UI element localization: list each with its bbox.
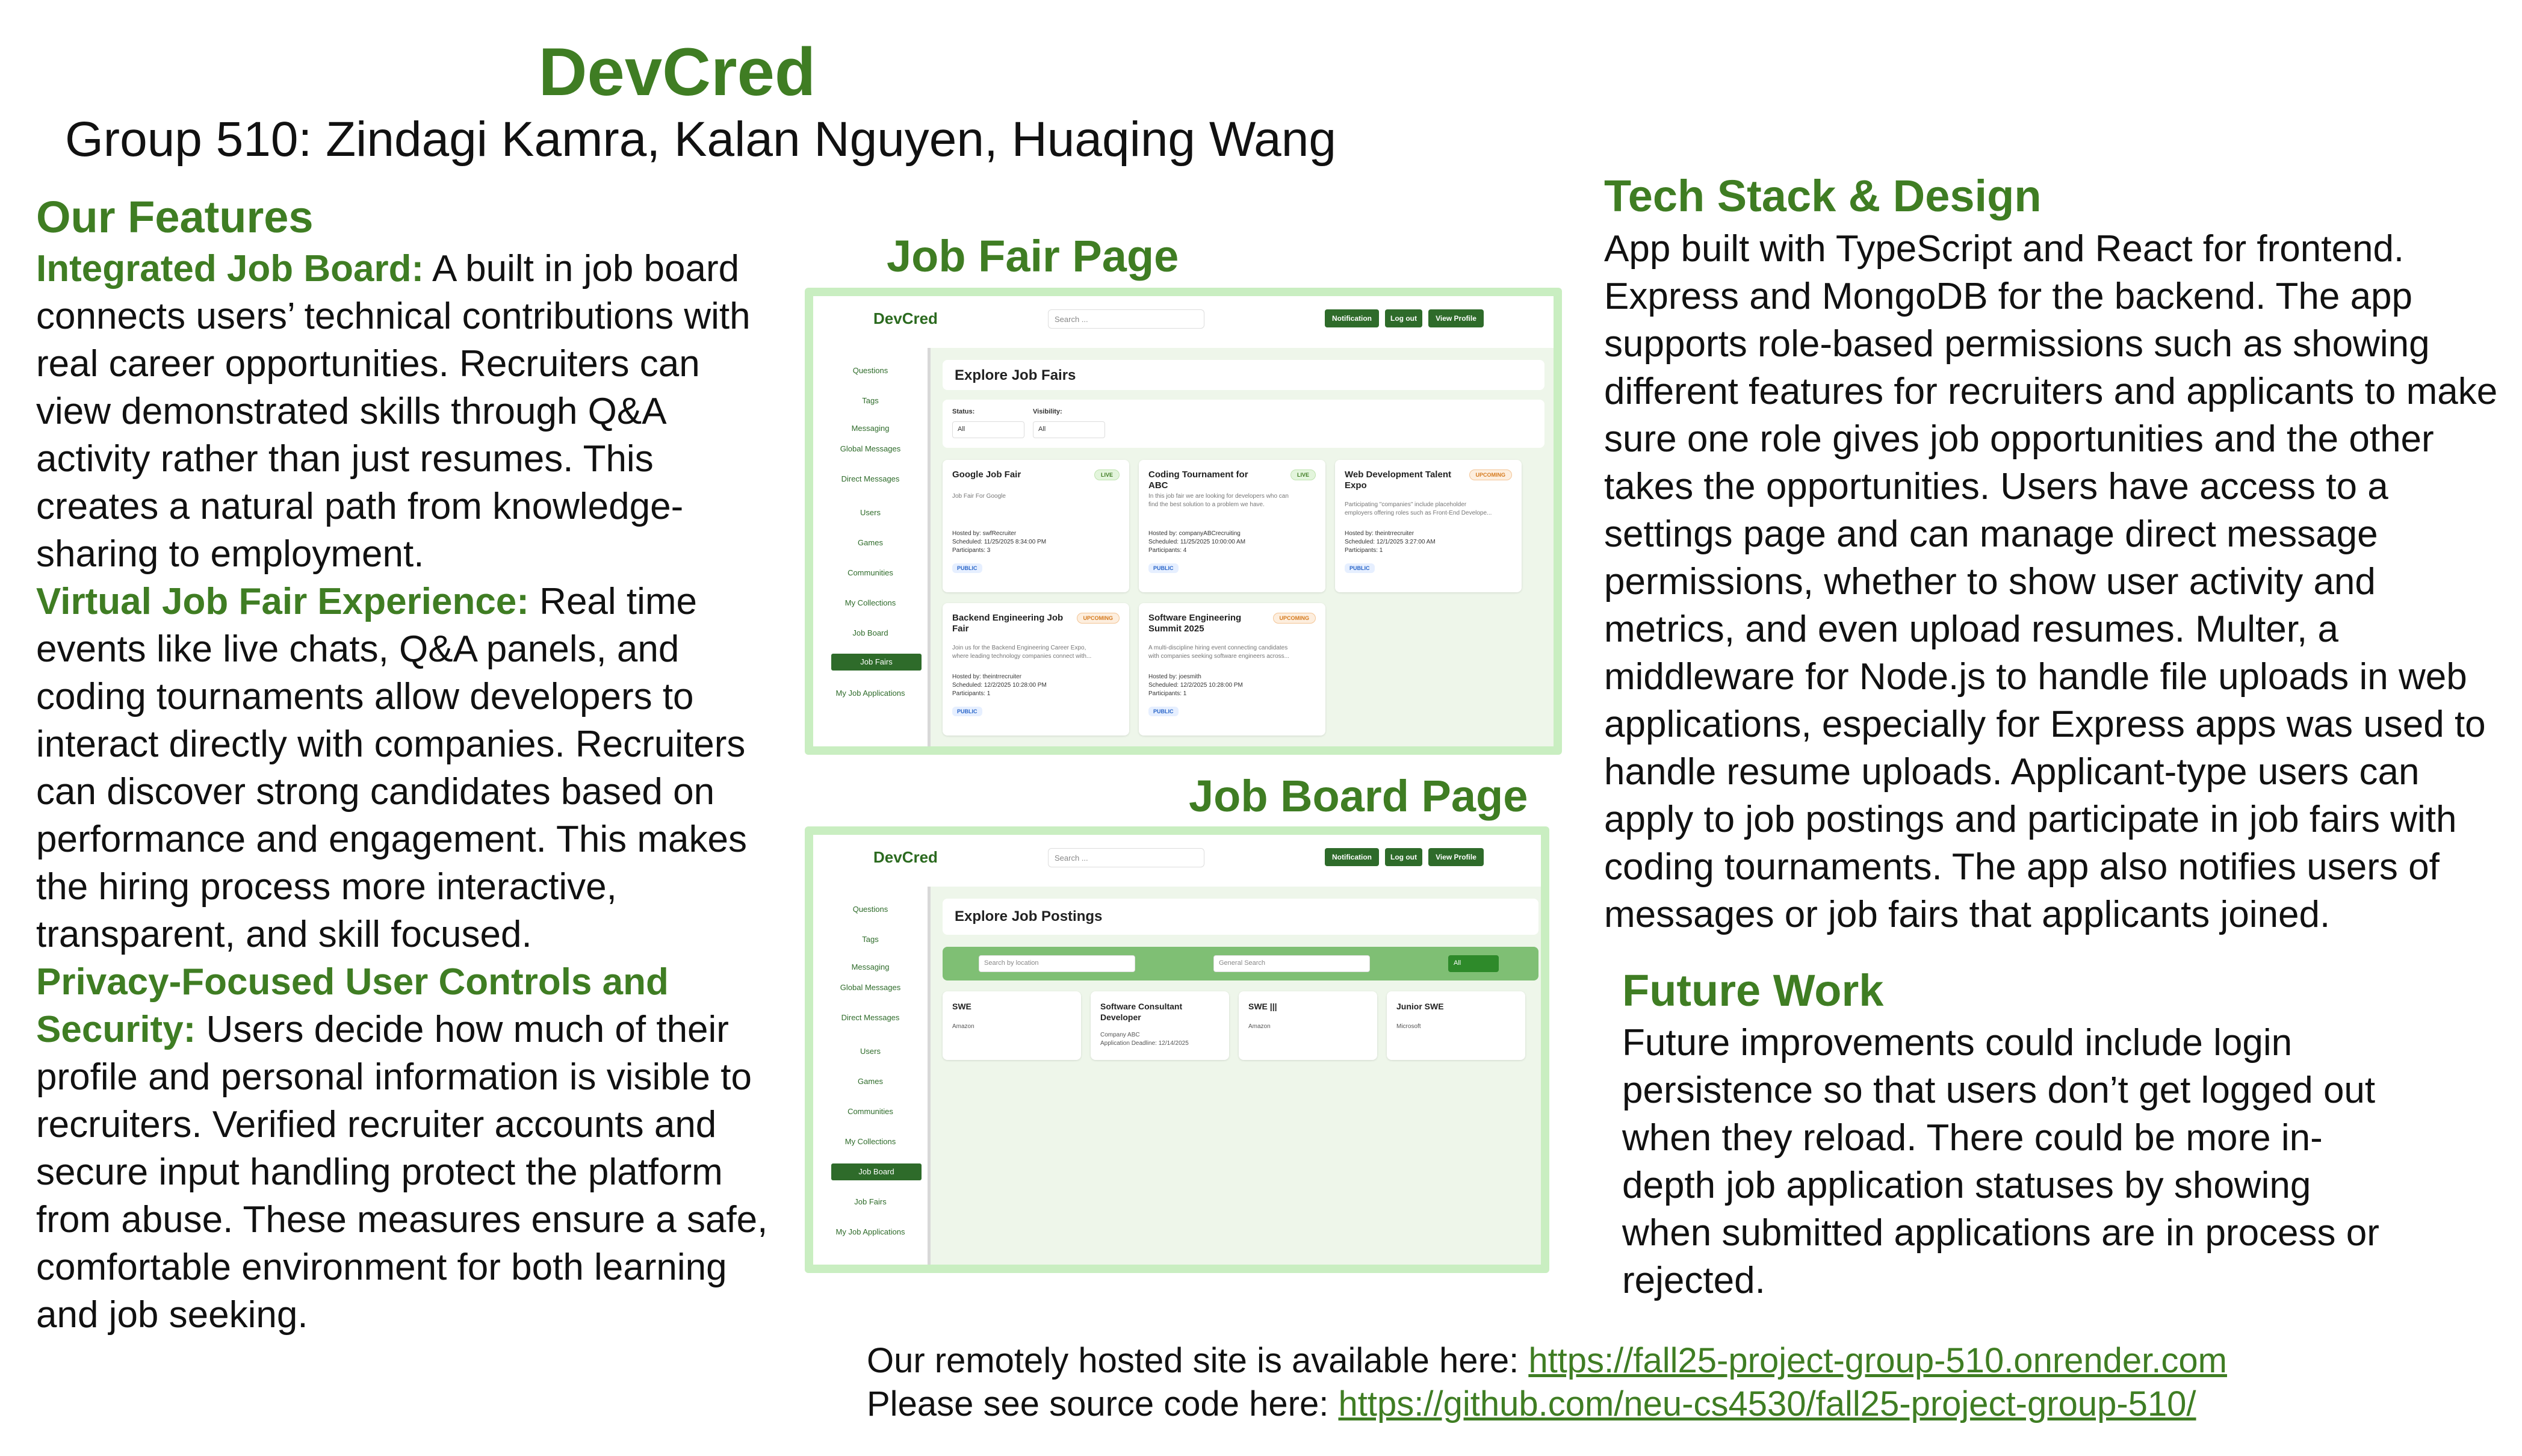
- jobfair-card-host: Hosted by: theintrrecruiter: [1345, 530, 1414, 537]
- tech-heading: Tech Stack & Design: [1604, 171, 2042, 221]
- feature-2-title: Virtual Job Fair Experience:: [36, 581, 529, 622]
- jobfair-card-participants: Participants: 1: [1345, 547, 1383, 554]
- jobfair-filters: [943, 400, 1544, 448]
- app-header: [813, 835, 1541, 887]
- source-link[interactable]: https://github.com/neu-cs4530/fall25-project-group-510/: [1338, 1384, 2196, 1423]
- jobboard-heading: Explore Job Postings: [955, 908, 1103, 925]
- jobfair-card-scheduled: Scheduled: 12/2/2025 10:28:00 PM: [1148, 682, 1243, 689]
- feature-1-body: A built in job board connects users’ technical contributions with real career opportunities. Recruiters can view demonstrated skills through Q&A activity rather than just resumes. This creates a natural path from knowledge-sharing to employment.: [36, 248, 751, 575]
- upcoming-badge: UPCOMING: [1469, 469, 1513, 480]
- sidebar-item-my-collections[interactable]: My Collections: [844, 1137, 896, 1146]
- jobfair-card-host: Hosted by: companyABCrecruiting: [1148, 530, 1241, 537]
- jobfair-card[interactable]: [1335, 460, 1522, 592]
- jobfair-card-desc: Job Fair For Google: [952, 493, 1006, 500]
- site-link-line: [867, 1340, 2227, 1381]
- sidebar-item-direct-messages[interactable]: Direct Messages: [841, 474, 900, 483]
- jobfair-card-participants: Participants: 1: [1148, 690, 1187, 697]
- sidebar-item-my-collections[interactable]: My Collections: [844, 598, 896, 607]
- sidebar-item-job-board[interactable]: Job Board: [831, 1163, 922, 1180]
- visibility-badge: PUBLIC: [952, 563, 982, 573]
- jobfair-card-title: Web Development Talent Expo: [1345, 469, 1451, 491]
- jobfair-card-host: Hosted by: swfRecruiter: [952, 530, 1017, 537]
- job-posting-deadline: Application Deadline: 12/14/2025: [1100, 1040, 1189, 1047]
- logout-button[interactable]: Log out: [1385, 309, 1422, 327]
- job-posting-card[interactable]: [1387, 991, 1525, 1060]
- location-search-input[interactable]: Search by location: [979, 955, 1135, 972]
- view-profile-button[interactable]: View Profile: [1428, 309, 1484, 327]
- sidebar-item-my-job-applications[interactable]: My Job Applications: [835, 689, 905, 698]
- job-posting-title: Junior SWE: [1396, 1002, 1444, 1011]
- sidebar-item-global-messages[interactable]: Global Messages: [840, 983, 901, 992]
- job-filter-select[interactable]: All: [1448, 955, 1499, 972]
- jobfair-card-desc: Participating "companies" include placeholder employers offering roles such as Front-End Develope...: [1345, 501, 1492, 516]
- jobfair-heading: Explore Job Fairs: [955, 367, 1076, 383]
- live-badge: LIVE: [1094, 469, 1120, 480]
- job-posting-company: Amazon: [952, 1023, 974, 1030]
- jobfair-card-participants: Participants: 3: [952, 547, 991, 554]
- jobfair-screenshot: [813, 296, 1554, 746]
- jobboard-screenshot: [813, 835, 1541, 1265]
- jobfair-card-host: Hosted by: theintrrecruiter: [952, 674, 1022, 680]
- job-posting-company: Microsoft: [1396, 1023, 1421, 1030]
- upcoming-badge: UPCOMING: [1273, 613, 1316, 624]
- feature-3-title: Privacy-Focused User Controls and Security:: [36, 961, 669, 1050]
- status-filter-label: Status:: [952, 408, 975, 415]
- jobfair-card-title: Coding Tournament for ABC: [1148, 469, 1248, 491]
- visibility-badge: PUBLIC: [1148, 563, 1179, 573]
- sidebar-item-job-fairs[interactable]: Job Fairs: [854, 1197, 887, 1206]
- jobboard-page-label: Job Board Page: [1189, 771, 1528, 821]
- future-heading: Future Work: [1622, 965, 1884, 1015]
- jobfair-heading-panel: [943, 360, 1544, 390]
- app-brand: DevCred: [873, 848, 938, 866]
- sidebar-item-direct-messages[interactable]: Direct Messages: [841, 1013, 900, 1022]
- jobfair-card[interactable]: [943, 460, 1129, 592]
- jobfair-card-title: Backend Engineering Job Fair: [952, 613, 1064, 634]
- visibility-badge: PUBLIC: [952, 707, 982, 716]
- future-body: Future improvements could include login persistence so that users don’t get logged out when they reload. There could be more in-depth job application statuses by showing when submitted applications are in process or rejected.: [1622, 1022, 2379, 1301]
- general-search-input[interactable]: General Search: [1213, 955, 1370, 972]
- jobfair-card-participants: Participants: 4: [1148, 547, 1187, 554]
- logout-button[interactable]: Log out: [1385, 848, 1422, 866]
- job-posting-card[interactable]: [943, 991, 1081, 1060]
- jobboard-heading-panel: [943, 899, 1538, 935]
- job-posting-title: SWE: [952, 1002, 971, 1011]
- sidebar-item-questions[interactable]: Questions: [852, 905, 888, 914]
- sidebar-item-games[interactable]: Games: [858, 1077, 883, 1086]
- jobboard-screenshot-frame: [805, 826, 1549, 1273]
- sidebar-item-tags[interactable]: Tags: [862, 935, 879, 944]
- sidebar-item-my-job-applications[interactable]: My Job Applications: [835, 1227, 905, 1236]
- sidebar-item-users[interactable]: Users: [860, 508, 881, 517]
- jobfair-card-scheduled: Scheduled: 12/2/2025 10:28:00 PM: [952, 682, 1047, 689]
- jobfair-card[interactable]: [943, 603, 1129, 736]
- visibility-badge: PUBLIC: [1345, 563, 1375, 573]
- job-posting-card[interactable]: [1239, 991, 1377, 1060]
- features-text: [36, 245, 782, 1339]
- sidebar-item-communities[interactable]: Communities: [847, 1107, 893, 1116]
- jobfair-card-desc: Join us for the Backend Engineering Career Expo, where leading technology companies connect with...: [952, 645, 1092, 660]
- search-input[interactable]: Search ...: [1048, 309, 1204, 329]
- live-badge: LIVE: [1290, 469, 1316, 480]
- site-link[interactable]: https://fall25-project-group-510.onrender.com: [1528, 1341, 2227, 1380]
- feature-2-body: Real time events like live chats, Q&A panels, and coding tournaments allow developers to interact directly with companies. Recruiters can discover strong candidates based on performance and engagement. This makes the hiring process more interactive, transparent, and skill focused.: [36, 581, 747, 955]
- source-link-line: [867, 1384, 2196, 1424]
- sidebar: [813, 348, 931, 746]
- visibility-filter-label: Visibility:: [1033, 408, 1062, 415]
- jobboard-content: [931, 887, 1541, 1265]
- status-filter-select[interactable]: All: [952, 421, 1024, 438]
- sidebar-item-global-messages[interactable]: Global Messages: [840, 444, 901, 453]
- feature-1-title: Integrated Job Board:: [36, 248, 424, 290]
- site-link-prefix: Our remotely hosted site is available here:: [867, 1341, 1529, 1380]
- app-header: [813, 296, 1554, 349]
- job-posting-title: Software Consultant Developer: [1100, 1002, 1183, 1022]
- sidebar-item-messaging[interactable]: Messaging: [851, 424, 890, 433]
- job-posting-card[interactable]: [1091, 991, 1229, 1060]
- jobfair-card[interactable]: [1139, 460, 1325, 592]
- features-heading: Our Features: [36, 192, 314, 242]
- app-brand: DevCred: [873, 309, 938, 327]
- jobfair-card-title: Google Job Fair: [952, 469, 1021, 480]
- jobfair-page-label: Job Fair Page: [887, 231, 1179, 281]
- feature-3-body: Users decide how much of their profile and personal information is visible to recruiters. Verified recruiter accounts and secure input handling protect the platform from abuse. These measures ensure a safe, comfortable environment for both learning and job seeking.: [36, 1009, 768, 1336]
- jobfair-card[interactable]: [1139, 603, 1325, 736]
- job-posting-title: SWE |||: [1248, 1002, 1277, 1011]
- jobfair-card-participants: Participants: 1: [952, 690, 991, 697]
- poster-title: DevCred: [538, 34, 816, 110]
- search-input[interactable]: Search ...: [1048, 848, 1204, 867]
- jobfair-card-scheduled: Scheduled: 11/25/2025 8:34:00 PM: [952, 539, 1047, 545]
- view-profile-button[interactable]: View Profile: [1428, 848, 1484, 866]
- sidebar-item-games[interactable]: Games: [858, 538, 883, 547]
- sidebar-item-questions[interactable]: Questions: [852, 366, 888, 375]
- sidebar: [813, 887, 931, 1265]
- jobfair-card-host: Hosted by: joesmith: [1148, 674, 1201, 680]
- jobboard-search-bar: [943, 947, 1538, 980]
- sidebar-item-messaging[interactable]: Messaging: [851, 962, 890, 971]
- upcoming-badge: UPCOMING: [1077, 613, 1120, 624]
- job-posting-company: Amazon: [1248, 1023, 1271, 1030]
- sidebar-item-job-board[interactable]: Job Board: [852, 628, 888, 637]
- jobfair-content: [931, 348, 1554, 746]
- visibility-badge: PUBLIC: [1148, 707, 1179, 716]
- jobfair-card-desc: In this job fair we are looking for developers who can find the best solution to a problem we have.: [1148, 493, 1289, 508]
- poster-authors: Group 510: Zindagi Kamra, Kalan Nguyen, Huaqing Wang: [65, 112, 1336, 167]
- job-posting-company: Company ABC: [1100, 1032, 1140, 1038]
- jobfair-card-scheduled: Scheduled: 12/1/2025 3:27:00 AM: [1345, 539, 1436, 545]
- visibility-filter-select[interactable]: All: [1033, 421, 1105, 438]
- jobfair-card-title: Software Engineering Summit 2025: [1148, 613, 1242, 634]
- jobfair-screenshot-frame: [805, 288, 1562, 755]
- sidebar-item-tags[interactable]: Tags: [862, 396, 879, 405]
- sidebar-item-job-fairs[interactable]: Job Fairs: [831, 654, 922, 671]
- source-link-prefix: Please see source code here:: [867, 1384, 1339, 1423]
- sidebar-item-users[interactable]: Users: [860, 1047, 881, 1056]
- jobfair-card-scheduled: Scheduled: 11/25/2025 10:00:00 AM: [1148, 539, 1246, 545]
- jobfair-card-desc: A multi-discipline hiring event connecting candidates with companies seeking software engineers across...: [1148, 645, 1290, 660]
- sidebar-item-communities[interactable]: Communities: [847, 568, 893, 577]
- tech-body: App built with TypeScript and React for frontend. Express and MongoDB for the backend. The app supports role-based permissions such as showing different features for recruiters and applicants to make sure one role gives job opportunities and the other takes the opportunities. Users have access to a settings page and can manage direct message permissions, whether to show user activity and metrics, and even upload resumes. Multer, a middleware for Node.js to handle file uploads in web applications, especially for Express apps was used to handle resume uploads. Applicant-type users can apply to job postings and participate in job fairs with coding tournaments. The app also notifies users of messages or job fairs that applicants joined.: [1604, 228, 2498, 935]
- notification-button[interactable]: Notification: [1325, 309, 1379, 327]
- notification-button[interactable]: Notification: [1325, 848, 1379, 866]
